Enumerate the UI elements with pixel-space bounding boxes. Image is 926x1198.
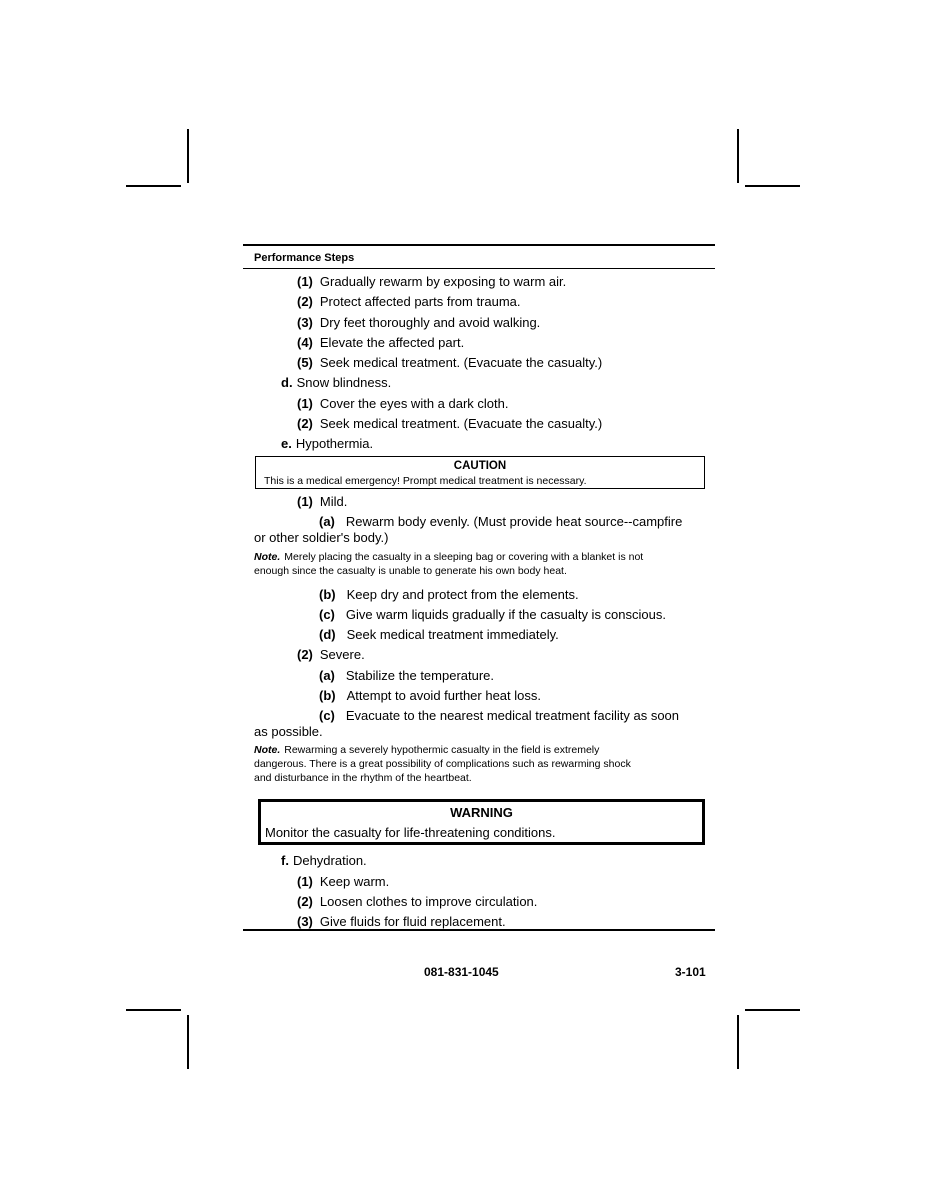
header-bottom-rule: [243, 268, 715, 269]
step-text: Seek medical treatment. (Evacuate the casualty.): [319, 355, 603, 370]
step-item: [297, 315, 540, 331]
section-heading: [281, 853, 367, 869]
substep-letter: (c): [319, 607, 335, 622]
crop-mark: [745, 1009, 800, 1011]
page-number: 3-101: [675, 965, 706, 979]
note-continuation: and disturbance in the rhythm of the heartbeat.: [254, 772, 472, 784]
step-number: (1): [297, 874, 313, 889]
step-item: [297, 335, 464, 351]
step-text: Severe.: [319, 647, 365, 662]
step-item: [297, 647, 365, 663]
step-text: Cover the eyes with a dark cloth.: [319, 396, 509, 411]
warning-text: Monitor the casualty for life-threatening conditions.: [265, 825, 556, 840]
substep-item: [319, 607, 666, 623]
note-label: Note.: [254, 551, 281, 563]
substep-letter: (d): [319, 627, 336, 642]
section-label: d.: [281, 375, 293, 390]
step-text: Loosen clothes to improve circulation.: [319, 894, 538, 909]
substep-item: [319, 708, 679, 724]
caution-title: CAUTION: [453, 460, 507, 472]
section-heading: [281, 375, 391, 391]
section-title: Snow blindness.: [296, 375, 392, 390]
step-item: [297, 494, 347, 510]
crop-mark: [187, 129, 189, 183]
note-label: Note.: [254, 744, 281, 756]
step-text: Dry feet thoroughly and avoid walking.: [319, 315, 541, 330]
section-label: e.: [281, 436, 292, 451]
step-number: (1): [297, 396, 313, 411]
warning-title: WARNING: [450, 805, 513, 820]
substep-continuation: as possible.: [254, 724, 323, 739]
note-text: Merely placing the casualty in a sleeping bag or covering with a blanket is not: [284, 551, 644, 563]
step-text: Mild.: [319, 494, 348, 509]
section-title: Dehydration.: [292, 853, 367, 868]
substep-item: [319, 688, 541, 704]
step-number: (2): [297, 294, 313, 309]
crop-mark: [737, 129, 739, 183]
warning-box: [258, 799, 705, 845]
step-text: Protect affected parts from trauma.: [319, 294, 521, 309]
section-label: f.: [281, 853, 289, 868]
crop-mark: [737, 1015, 739, 1069]
bottom-rule: [243, 929, 715, 931]
step-item: [297, 274, 566, 290]
step-item: [297, 894, 537, 910]
substep-item: [319, 587, 579, 603]
step-number: (2): [297, 894, 313, 909]
note-continuation: dangerous. There is a great possibility of complications such as rewarming shock: [254, 758, 631, 770]
section-heading: [281, 436, 373, 452]
substep-text: Attempt to avoid further heat loss.: [346, 688, 541, 703]
caution-box: [255, 456, 705, 489]
substep-text: Stabilize the temperature.: [345, 668, 495, 683]
crop-mark: [126, 1009, 181, 1011]
note-continuation: enough since the casualty is unable to generate his own body heat.: [254, 565, 567, 577]
substep-letter: (c): [319, 708, 335, 723]
substep-letter: (b): [319, 587, 336, 602]
step-text: Elevate the affected part.: [319, 335, 465, 350]
header-top-rule: [243, 244, 715, 246]
substep-text: Rewarm body evenly. (Must provide heat source--campfire: [345, 514, 683, 529]
step-text: Give fluids for fluid replacement.: [319, 914, 506, 929]
task-number: 081-831-1045: [424, 965, 499, 979]
step-number: (2): [297, 647, 313, 662]
page-section-title: Performance Steps: [254, 252, 355, 264]
substep-item: [319, 627, 559, 643]
substep-letter: (b): [319, 688, 336, 703]
step-item: [297, 355, 602, 371]
crop-mark: [126, 185, 181, 187]
section-title: Hypothermia.: [295, 436, 374, 451]
substep-text: Give warm liquids gradually if the casualty is conscious.: [345, 607, 666, 622]
step-number: (4): [297, 335, 313, 350]
caution-text: This is a medical emergency! Prompt medical treatment is necessary.: [264, 475, 587, 487]
step-number: (3): [297, 914, 313, 929]
step-text: Seek medical treatment. (Evacuate the casualty.): [319, 416, 603, 431]
note: [254, 550, 643, 564]
step-item: [297, 294, 521, 310]
substep-letter: (a): [319, 514, 335, 529]
step-number: (5): [297, 355, 313, 370]
substep-text: Evacuate to the nearest medical treatment facility as soon: [345, 708, 680, 723]
step-item: [297, 914, 506, 930]
substep-letter: (a): [319, 668, 335, 683]
step-item: [297, 874, 389, 890]
substep-item: [319, 668, 494, 684]
substep-text: Seek medical treatment immediately.: [346, 627, 559, 642]
step-item: [297, 416, 602, 432]
step-text: Keep warm.: [319, 874, 390, 889]
step-text: Gradually rewarm by exposing to warm air.: [319, 274, 567, 289]
substep-item: [319, 514, 682, 530]
step-number: (3): [297, 315, 313, 330]
step-number: (1): [297, 494, 313, 509]
substep-text: Keep dry and protect from the elements.: [346, 587, 579, 602]
substep-continuation: or other soldier's body.): [254, 530, 389, 545]
crop-mark: [187, 1015, 189, 1069]
step-number: (1): [297, 274, 313, 289]
step-number: (2): [297, 416, 313, 431]
note-text: Rewarming a severely hypothermic casualty in the field is extremely: [284, 744, 600, 756]
note: [254, 743, 599, 757]
crop-mark: [745, 185, 800, 187]
step-item: [297, 396, 508, 412]
